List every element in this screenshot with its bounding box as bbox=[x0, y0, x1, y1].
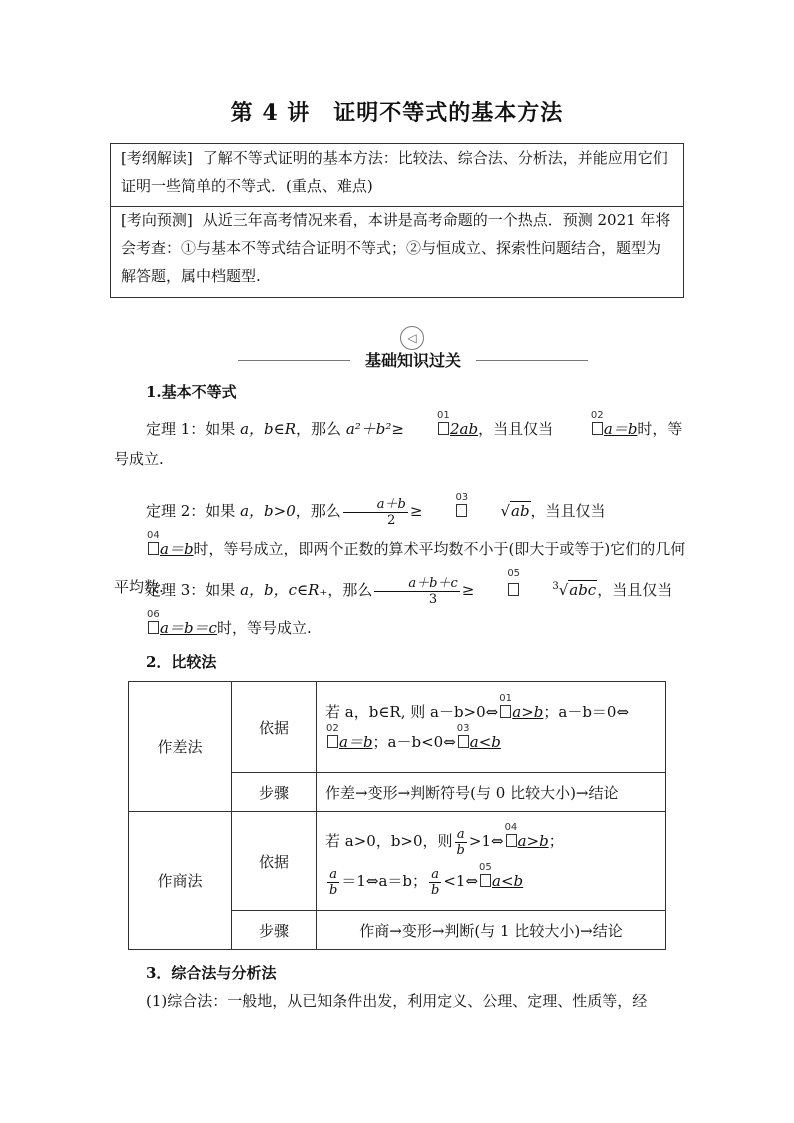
syllabus-interpretation bbox=[111, 144, 683, 207]
page-title: 第 4 讲 证明不等式的基本方法 bbox=[230, 100, 564, 126]
t2-vars: a，b>0 bbox=[240, 502, 296, 520]
frac-denominator: b bbox=[329, 882, 338, 898]
blank-num: 06 bbox=[147, 609, 160, 620]
t3-vars: a，b，c∈R₊ bbox=[240, 581, 328, 599]
t3-ge: ≥ bbox=[461, 581, 475, 599]
quotient-fraction bbox=[455, 827, 467, 858]
blank-02 bbox=[560, 410, 638, 444]
t1-vars: a，b∈R bbox=[240, 420, 297, 438]
label-steps: 步骤 bbox=[232, 911, 317, 950]
frac-denominator: 2 bbox=[387, 512, 396, 528]
blank-answer: a>b bbox=[512, 703, 544, 721]
section-banner bbox=[238, 326, 588, 376]
method-difference: 作差法 bbox=[129, 682, 232, 812]
sqrt-icon: √ab bbox=[500, 502, 530, 520]
blank-num: 04 bbox=[504, 822, 518, 833]
difference-steps: 作差→变形→判断符号(与 0 比较大小)→结论 bbox=[317, 773, 666, 812]
frac-denominator: 3 bbox=[428, 591, 438, 607]
blank-num: 01 bbox=[499, 693, 512, 704]
synthesis-paragraph: (1)综合法：一般地，从已知条件出发，利用定义、公理、定理、性质等，经 bbox=[146, 992, 648, 1010]
t2-when: ，当且仅当 bbox=[530, 502, 606, 520]
t3-when: ，当且仅当 bbox=[597, 581, 673, 599]
cube-root-icon: $^3$√abc bbox=[552, 581, 597, 599]
t3-tail: 时，等号成立. bbox=[216, 619, 312, 637]
blank-answer: a＝b＝c bbox=[160, 619, 217, 637]
basis-text: ； bbox=[548, 832, 564, 850]
frac-numerator: a bbox=[327, 867, 339, 883]
blank-answer: ab bbox=[511, 502, 530, 520]
t2-ge: ≥ bbox=[409, 502, 423, 520]
difference-basis bbox=[317, 682, 666, 773]
quotient-fraction bbox=[327, 867, 339, 898]
t2-prefix: 定理 2：如果 bbox=[146, 502, 236, 520]
blank-04 bbox=[116, 530, 194, 568]
label-basis: 依据 bbox=[232, 812, 317, 911]
blank-num: 04 bbox=[147, 530, 160, 541]
blank-answer: a＝b bbox=[339, 733, 373, 751]
t2-fraction bbox=[343, 497, 408, 528]
label-basis: 依据 bbox=[232, 682, 317, 773]
label-steps: 步骤 bbox=[232, 773, 317, 812]
table-row bbox=[129, 812, 666, 911]
blank-num: 03 bbox=[455, 492, 469, 503]
forecast-text: 从近三年高考情况来看，本讲是高考命题的一个热点．预测 2021 年将会考查：①与基本不等式结合证明不等式；②与恒成立、探索性问题结合，题型为解答题，属中档题型. bbox=[121, 211, 671, 285]
blank-num: 03 bbox=[456, 723, 470, 734]
blank-answer: a<b bbox=[492, 872, 524, 890]
basis-text: <1⇔ bbox=[443, 872, 479, 890]
quotient-steps: 作商→变形→判断(与 1 比较大小)→结论 bbox=[317, 911, 666, 950]
blank-answer: a＝b bbox=[160, 540, 194, 558]
blank-answer: a＝b bbox=[603, 420, 638, 438]
basis-text: 若 a，b∈R, 则 a－b>0⇔ bbox=[325, 703, 499, 721]
blank-answer: a<b bbox=[469, 733, 501, 751]
table-row bbox=[129, 682, 666, 773]
frac-numerator: a bbox=[429, 867, 441, 883]
basis-text: ；a－b＝0⇔ bbox=[543, 703, 630, 721]
blank-num: 05 bbox=[507, 568, 521, 579]
blank-01 bbox=[406, 410, 479, 444]
t1-when: ，当且仅当 bbox=[478, 420, 554, 438]
blank-06 bbox=[116, 609, 217, 647]
blank-t03 bbox=[456, 723, 501, 757]
section-title: 基础知识过关 bbox=[364, 351, 461, 370]
heading-comparison: 2．比较法 bbox=[146, 653, 217, 671]
theorem-1 bbox=[114, 410, 686, 474]
t1-tail: 时，等号成立. bbox=[114, 420, 683, 468]
t1-mid: ，那么 bbox=[296, 420, 342, 438]
basis-text: ；a－b<0⇔ bbox=[372, 733, 456, 751]
blank-num: 05 bbox=[479, 862, 492, 873]
basis-text: ＝1⇔a＝b； bbox=[341, 872, 427, 890]
blank-05 bbox=[476, 568, 597, 609]
basis-text: >1⇔ bbox=[468, 832, 504, 850]
blank-t05 bbox=[480, 861, 523, 901]
blank-03 bbox=[424, 492, 530, 530]
heading-synthesis-analysis: 3．综合法与分析法 bbox=[146, 964, 277, 982]
banner-rule-right bbox=[476, 360, 588, 361]
forecast-tag: [考向预测] bbox=[121, 211, 193, 229]
frac-numerator: a＋b＋c bbox=[374, 576, 459, 592]
basis-text: 若 a>0，b>0，则 bbox=[325, 832, 453, 850]
t2-tail: 时，等号成立，即两个正数的算术平均数不小于(即大于或等于)它们的几何平均数. bbox=[114, 540, 686, 596]
exam-forecast bbox=[111, 206, 683, 298]
quotient-basis bbox=[317, 812, 666, 911]
syllabus-tag: [考纲解读] bbox=[121, 149, 193, 167]
heading-basic-inequality: 1.基本不等式 bbox=[146, 383, 237, 401]
blank-t01 bbox=[499, 693, 544, 727]
frac-denominator: b bbox=[431, 882, 440, 898]
t3-prefix: 定理 3：如果 bbox=[146, 581, 236, 599]
method-quotient: 作商法 bbox=[129, 812, 232, 950]
comparison-table bbox=[128, 681, 666, 950]
syllabus-box bbox=[110, 143, 684, 298]
blank-t02 bbox=[326, 723, 373, 757]
syllabus-text: 了解不等式证明的基本方法：比较法、综合法、分析法，并能应用它们证明一些简单的不等式．(重点、难点) bbox=[121, 149, 668, 195]
frac-numerator: a bbox=[455, 827, 467, 843]
banner-rule-left bbox=[238, 360, 350, 361]
t3-fraction bbox=[374, 576, 459, 607]
blank-num: 01 bbox=[436, 410, 450, 421]
blank-answer: abc bbox=[569, 581, 597, 599]
section-emblem-icon: ◁ bbox=[400, 326, 424, 350]
blank-num: 02 bbox=[590, 410, 604, 421]
t1-expr: a²＋b²≥ bbox=[345, 420, 404, 438]
frac-numerator: a＋b bbox=[343, 497, 408, 513]
t1-prefix: 定理 1：如果 bbox=[146, 420, 236, 438]
t3-mid: ，那么 bbox=[327, 581, 373, 599]
blank-answer: a>b bbox=[517, 832, 549, 850]
frac-denominator: b bbox=[456, 842, 465, 858]
blank-num: 02 bbox=[326, 723, 339, 734]
theorem-3 bbox=[114, 568, 686, 647]
quotient-fraction bbox=[429, 867, 441, 898]
blank-answer: 2ab bbox=[449, 420, 479, 438]
blank-t04 bbox=[506, 821, 549, 861]
t2-mid: ，那么 bbox=[295, 502, 341, 520]
